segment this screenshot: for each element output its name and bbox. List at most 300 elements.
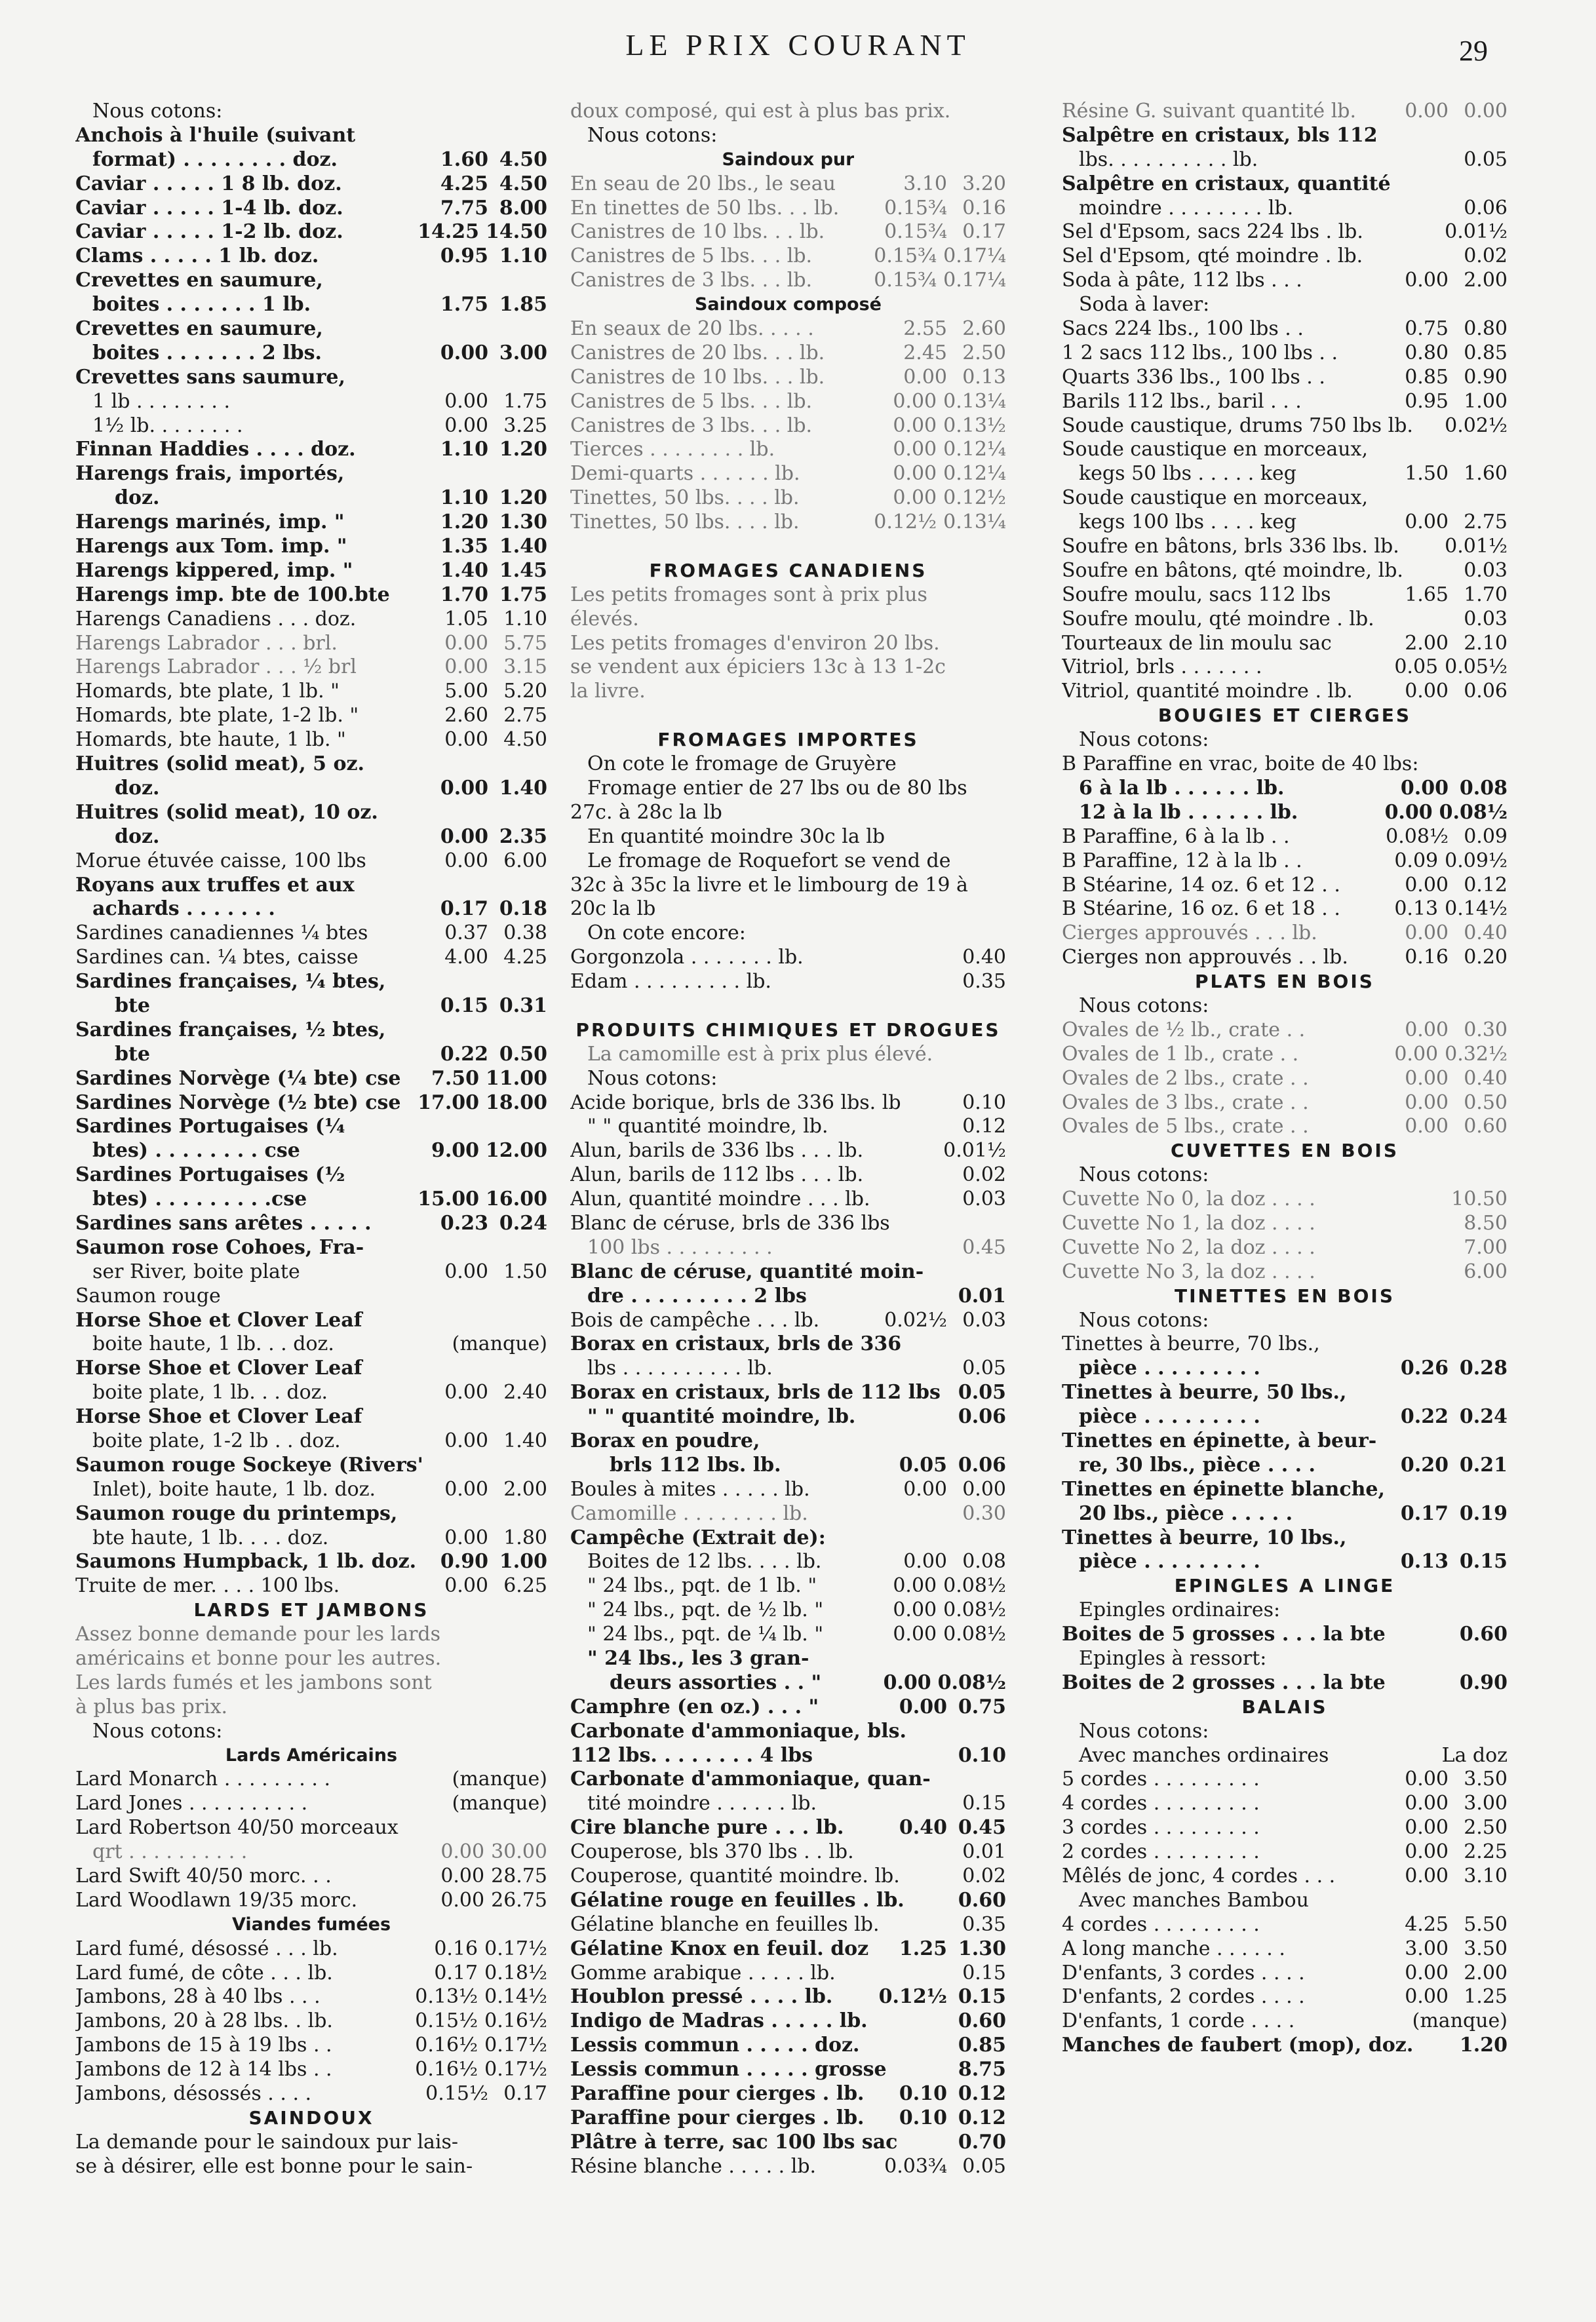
price-low: 1.35 <box>440 535 488 558</box>
item-label: Borax en cristaux, brls de 336 <box>570 1332 902 1356</box>
item-label: Crevettes sans saumure, <box>75 365 345 389</box>
price-line <box>75 1985 547 2009</box>
item-label: En quantité moindre 30c la lb <box>587 824 886 848</box>
price-line <box>570 1574 1006 1598</box>
price-line <box>75 535 547 559</box>
price-high: 1.30 <box>958 1937 1006 1960</box>
price-line <box>570 1188 1006 1212</box>
price-low: 7.00 <box>1464 1235 1508 1259</box>
price-high: 16.00 <box>486 1188 547 1211</box>
price-line <box>570 655 1006 680</box>
price-low: 0.05 <box>1394 655 1439 679</box>
price-low: 0.00 <box>444 1477 488 1501</box>
price-line <box>75 1429 547 1454</box>
item-label: Sardines canadiennes ¼ btes <box>75 921 368 945</box>
price-line <box>75 1139 547 1163</box>
price-high: 1.20 <box>499 438 547 461</box>
price-low: 0.17 <box>1400 1501 1449 1525</box>
price-line <box>1062 1526 1508 1551</box>
price-low: 0.16 <box>1405 946 1449 969</box>
item-label: à plus bas prix. <box>75 1695 228 1718</box>
price-low: 0.10 <box>962 1091 1006 1114</box>
price-low: 2.60 <box>444 704 488 727</box>
price-low: 0.00 <box>444 389 488 413</box>
item-label: Soude caustique, drums 750 lbs lb. <box>1062 414 1413 437</box>
price-low: 0.00 <box>444 1574 488 1598</box>
price-high: 1.45 <box>499 558 547 582</box>
section-heading <box>75 1913 547 1937</box>
price-line <box>570 1695 1006 1720</box>
price-line <box>75 293 547 317</box>
price-high: 0.09 <box>1464 824 1508 848</box>
price-high: 3.50 <box>1464 1937 1508 1960</box>
item-label: Soufre moulu, qté moindre . lb. <box>1062 607 1374 630</box>
price-high: 4.50 <box>499 172 547 195</box>
item-label: re, 30 lbs., pièce . . . . <box>1079 1453 1315 1477</box>
item-label: Avec manches ordinaires <box>1079 1743 1329 1767</box>
item-label: lbs. . . . . . . . . . lb. <box>1079 147 1258 171</box>
item-label: Sardines sans arêtes . . . . . <box>75 1211 372 1235</box>
price-high: 18.00 <box>486 1091 547 1114</box>
price-low: 0.13 <box>1400 1550 1449 1574</box>
price-low: 0.00 <box>1405 1115 1449 1138</box>
item-label: Assez bonne demande pour les lards <box>75 1623 441 1646</box>
item-label: Le fromage de Roquefort se vend de <box>587 849 951 872</box>
price-high: 2.75 <box>1464 511 1508 534</box>
price-low: 0.16 <box>434 1937 478 1960</box>
price-line <box>1062 462 1508 486</box>
price-high: 0.17½ <box>484 2034 547 2057</box>
price-high: 0.14½ <box>484 1985 547 2009</box>
price-high: 0.03 <box>962 1308 1006 1332</box>
price-line <box>1062 1309 1508 1333</box>
price-line <box>75 970 547 994</box>
price-line <box>570 921 1006 946</box>
price-line <box>75 1381 547 1405</box>
price-low: 0.35 <box>962 1912 1006 1936</box>
price-high: 1.80 <box>503 1526 547 1549</box>
item-label: Saumon rouge du printemps, <box>75 1501 398 1525</box>
price-line <box>75 1043 547 1067</box>
item-label: Avec manches Bambou <box>1079 1888 1309 1912</box>
price-low: (manque) <box>452 1792 547 1815</box>
price-line <box>75 801 547 825</box>
price-low: 0.00 <box>444 728 488 752</box>
section-heading <box>570 728 1006 752</box>
item-label: Borax en poudre, <box>570 1429 760 1452</box>
price-line <box>570 1792 1006 1816</box>
price-line <box>75 2082 547 2106</box>
item-label: Blanc de céruse, quantité moin- <box>570 1260 924 1283</box>
item-label: Blanc de céruse, brls de 336 lbs <box>570 1211 890 1235</box>
price-high: 0.15 <box>958 1985 1006 2009</box>
price-line <box>75 2058 547 2082</box>
price-line <box>1062 269 1508 293</box>
price-line <box>75 1454 547 1478</box>
price-line <box>1062 849 1508 874</box>
item-label: Nous cotons: <box>1079 1308 1209 1332</box>
price-low: 0.00 <box>1405 1816 1449 1840</box>
item-label: lbs . . . . . . . . . . lb. <box>587 1357 773 1380</box>
price-high: 4.50 <box>499 147 547 171</box>
price-line <box>1062 438 1508 462</box>
price-low: 0.00 <box>899 1695 947 1718</box>
item-label: Huitres (solid meat), 5 oz. <box>75 752 364 776</box>
item-label: Canistres de 5 lbs. . . lb. <box>570 389 813 413</box>
price-line <box>75 1478 547 1502</box>
price-low: 0.01 <box>958 1284 1006 1307</box>
price-line <box>570 608 1006 632</box>
price-low: 4.25 <box>440 172 488 195</box>
price-low: 1.05 <box>444 607 488 630</box>
item-label: élevés. <box>570 607 639 630</box>
price-low: 0.00 <box>1405 1018 1449 1041</box>
price-line <box>570 1985 1006 2009</box>
price-low: 1.20 <box>1459 2034 1508 2057</box>
item-label: Inlet), boite haute, 1 lb. doz. <box>92 1477 376 1501</box>
price-high: 2.00 <box>1464 269 1508 292</box>
price-line <box>570 1478 1006 1502</box>
item-label: Crevettes en saumure, <box>75 269 323 292</box>
item-label: On cote encore: <box>587 921 746 945</box>
price-line <box>75 704 547 728</box>
item-label: D'enfants, 1 corde . . . . <box>1062 2009 1295 2033</box>
item-label: En tinettes de 50 lbs. . . lb. <box>570 196 840 220</box>
item-label: Finnan Haddies . . . . doz. <box>75 438 356 461</box>
price-line <box>570 317 1006 341</box>
price-high: 1.00 <box>1464 389 1508 413</box>
price-line <box>1062 1550 1508 1574</box>
price-line <box>1062 825 1508 849</box>
item-label: deurs assorties . . " <box>610 1671 822 1694</box>
price-line <box>75 1865 547 1889</box>
price-line <box>1062 632 1508 656</box>
price-low: 0.00 <box>444 849 488 872</box>
price-line <box>75 1332 547 1357</box>
price-line <box>1062 777 1508 801</box>
price-low: 0.45 <box>962 1235 1006 1259</box>
price-line <box>75 1937 547 1962</box>
item-label: Vitriol, brls . . . . . . . <box>1062 655 1262 679</box>
price-line <box>1062 680 1508 704</box>
price-high: 1.20 <box>499 486 547 510</box>
price-line <box>75 1623 547 1647</box>
price-low: 0.08½ <box>1386 824 1449 848</box>
item-label: Sardines Norvège (¼ bte) cse <box>75 1066 401 1090</box>
item-label: Harengs aux Tom. imp. " <box>75 535 347 558</box>
price-high: 0.90 <box>1464 365 1508 389</box>
price-line <box>1062 1865 1508 1889</box>
column-left <box>75 100 547 2302</box>
price-line <box>570 1937 1006 1962</box>
price-low: 0.03¾ <box>884 2154 947 2178</box>
price-high: 1.40 <box>499 776 547 800</box>
item-label: Harengs frais, importés, <box>75 462 345 486</box>
item-label: Jambons de 12 à 14 lbs . . <box>75 2058 332 2081</box>
price-low: 0.02½ <box>1445 414 1508 437</box>
price-low: 0.06 <box>958 1405 1006 1429</box>
price-high: 0.12 <box>1464 873 1508 897</box>
price-line <box>570 1115 1006 1139</box>
item-label: Les lards fumés et les jambons sont <box>75 1671 432 1694</box>
price-low: 0.10 <box>899 2082 947 2106</box>
item-label: Jambons, 20 à 28 lbs. . lb. <box>75 2009 333 2033</box>
price-line <box>570 2034 1006 2058</box>
price-low: 0.95 <box>440 244 488 268</box>
price-line <box>1062 921 1508 946</box>
price-line <box>75 1309 547 1333</box>
price-high: 1.40 <box>499 535 547 558</box>
price-line <box>570 1768 1006 1792</box>
price-low: 0.37 <box>444 921 488 945</box>
price-high: 0.08½ <box>943 1623 1006 1646</box>
item-label: Lard Jones . . . . . . . . . . <box>75 1792 308 1815</box>
price-low: 1.10 <box>440 438 488 461</box>
price-line <box>1062 1671 1508 1695</box>
item-label: bte <box>115 1042 150 1066</box>
item-label: Alun, quantité moindre . . . lb. <box>570 1188 870 1211</box>
price-line <box>570 341 1006 366</box>
item-label: Harengs kippered, imp. " <box>75 558 353 582</box>
price-line <box>570 1647 1006 1671</box>
price-low: 7.50 <box>431 1066 480 1090</box>
price-line <box>1062 559 1508 583</box>
price-line <box>1062 1962 1508 1986</box>
price-line <box>1062 2034 1508 2058</box>
price-high: 1.40 <box>503 1429 547 1452</box>
item-label: Ovales de 1 lb., crate . . <box>1062 1042 1299 1066</box>
item-label: Lard fumé, de côte . . . lb. <box>75 1961 333 1984</box>
item-label: Quarts 336 lbs., 100 lbs . . <box>1062 365 1325 389</box>
item-label: boite haute, 1 lb. . . doz. <box>92 1332 334 1356</box>
price-line <box>75 1212 547 1236</box>
price-low: 0.02 <box>1464 244 1508 268</box>
item-label: moindre . . . . . . . . lb. <box>1079 196 1294 220</box>
item-label: Tinettes à beurre, 50 lbs., <box>1062 1381 1347 1404</box>
price-line <box>75 994 547 1018</box>
item-label: Horse Shoe et Clover Leaf <box>75 1405 362 1429</box>
price-line <box>75 1574 547 1598</box>
price-line <box>75 1840 547 1865</box>
price-high: 2.00 <box>503 1477 547 1501</box>
price-high: 0.32½ <box>1445 1042 1508 1066</box>
price-line <box>75 608 547 632</box>
item-label: Mêlés de jonc, 4 cordes . . . <box>1062 1865 1336 1888</box>
price-line <box>570 1840 1006 1865</box>
price-low: 0.00 <box>1405 511 1449 534</box>
price-low: 0.20 <box>1400 1453 1449 1477</box>
price-line <box>75 632 547 656</box>
price-high: 0.40 <box>1464 1066 1508 1090</box>
price-line <box>570 390 1006 414</box>
price-line <box>570 1236 1006 1260</box>
price-high: 0.08½ <box>937 1671 1006 1694</box>
item-label: Sel d'Epsom, sacs 224 lbs . lb. <box>1062 220 1363 244</box>
item-label: D'enfants, 3 cordes . . . . <box>1062 1961 1305 1984</box>
price-line <box>1062 414 1508 438</box>
price-line <box>75 366 547 390</box>
item-label: qrt . . . . . . . . . . <box>92 1840 248 1864</box>
item-label: Alun, barils de 336 lbs . . . lb. <box>570 1139 864 1163</box>
price-line <box>570 1720 1006 1744</box>
item-label: pièce . . . . . . . . . <box>1079 1405 1260 1429</box>
item-label: Harengs Labrador . . . ½ brl <box>75 655 357 679</box>
item-label: Clams . . . . . 1 lb. doz. <box>75 244 319 268</box>
price-low: 0.00 <box>1405 1091 1449 1114</box>
item-label: 20 lbs., pièce . . . . . <box>1079 1501 1293 1525</box>
price-line <box>570 269 1006 293</box>
price-high: 0.12¼ <box>943 462 1006 486</box>
item-label: B Paraffine, 6 à la lb . . <box>1062 824 1290 848</box>
price-line <box>570 1526 1006 1551</box>
price-low: 0.01 <box>962 1840 1006 1864</box>
price-high: 6.00 <box>503 849 547 872</box>
item-label: Camphre (en oz.) . . . " <box>570 1695 819 1718</box>
price-line <box>1062 172 1508 197</box>
price-high: 1.75 <box>499 583 547 606</box>
price-high: 2.50 <box>962 341 1006 364</box>
price-line <box>1062 1091 1508 1115</box>
price-low: 0.80 <box>1405 341 1449 364</box>
item-label: pièce . . . . . . . . . <box>1079 1357 1260 1380</box>
price-line <box>75 946 547 970</box>
item-label: bte <box>115 994 150 1017</box>
item-label: Canistres de 10 lbs. . . lb. <box>570 220 825 244</box>
price-low: 4.00 <box>444 946 488 969</box>
price-high: 0.16 <box>962 196 1006 220</box>
price-high: 1.70 <box>1464 583 1508 606</box>
price-line <box>1062 1913 1508 1937</box>
price-high: 0.15 <box>1459 1550 1508 1574</box>
item-label: Paraffine pour cierges . lb. <box>570 2106 865 2129</box>
price-high: 3.50 <box>1464 1768 1508 1791</box>
price-low: 0.40 <box>899 1816 947 1840</box>
price-high: 0.24 <box>1459 1405 1508 1429</box>
price-low: 1.75 <box>440 293 488 317</box>
item-label: Résine blanche . . . . . lb. <box>570 2154 817 2178</box>
item-label: Harengs Canadiens . . . doz. <box>75 607 357 630</box>
price-line <box>1062 341 1508 366</box>
price-line <box>1062 1454 1508 1478</box>
price-low: 0.60 <box>1459 1623 1508 1646</box>
price-line <box>570 1260 1006 1285</box>
price-high: 0.13¼ <box>943 511 1006 534</box>
price-line <box>75 2034 547 2058</box>
price-line <box>1062 100 1508 124</box>
price-low: 1.10 <box>440 486 488 510</box>
item-label: Borax en cristaux, brls de 112 lbs <box>570 1381 941 1404</box>
price-line <box>1062 220 1508 244</box>
price-high: 0.08½ <box>943 1598 1006 1622</box>
price-line <box>75 1285 547 1309</box>
item-label: Ovales de 5 lbs., crate . . <box>1062 1115 1309 1138</box>
price-line <box>75 1502 547 1526</box>
price-low: 6.00 <box>1464 1260 1508 1283</box>
price-high: 2.00 <box>1464 1961 1508 1984</box>
price-high: 0.13¼ <box>943 389 1006 413</box>
price-line <box>570 1332 1006 1357</box>
price-line <box>75 100 547 124</box>
heading-text: BALAIS <box>1241 1695 1328 1718</box>
price-high: 0.08 <box>962 1550 1006 1574</box>
price-line <box>75 438 547 462</box>
heading-text: BOUGIES ET CIERGES <box>1158 705 1412 727</box>
item-label: Tinettes en épinette blanche, <box>1062 1477 1385 1501</box>
item-label: Sardines Portugaises (¼ <box>75 1115 345 1138</box>
item-label: Nous cotons: <box>1079 1719 1209 1743</box>
price-high: 0.08 <box>1459 776 1508 800</box>
item-label: Nous cotons: <box>1079 994 1209 1017</box>
price-low: 0.00 <box>1405 680 1449 703</box>
price-low: 0.00 <box>444 1260 488 1283</box>
price-line <box>75 559 547 583</box>
price-low: 0.26 <box>1400 1357 1449 1380</box>
item-label: " 24 lbs., pqt. de ½ lb. " <box>587 1598 824 1622</box>
heading-text: Lards Américains <box>225 1745 398 1766</box>
item-label: La camomille est à prix plus élevé. <box>587 1042 933 1066</box>
item-label: Couperose, bls 370 lbs . . lb. <box>570 1840 854 1864</box>
item-label: Barils 112 lbs., baril . . . <box>1062 389 1302 413</box>
price-low: 0.12½ <box>878 1985 947 2009</box>
price-line <box>570 1285 1006 1309</box>
price-low: 0.00 <box>440 1865 485 1888</box>
price-high: 0.60 <box>1464 1115 1508 1138</box>
item-label: 1 2 sacs 112 lbs., 100 lbs . . <box>1062 341 1338 364</box>
item-label: 27c. à 28c la lb <box>570 800 722 824</box>
item-label: Boules à mites . . . . . lb. <box>570 1477 810 1501</box>
price-low: 0.00 <box>1405 100 1449 123</box>
item-label: doz. <box>115 776 160 800</box>
item-label: Ovales de ½ lb., crate . . <box>1062 1018 1306 1041</box>
price-line <box>1062 608 1508 632</box>
price-line <box>1062 1260 1508 1285</box>
item-label: 4 cordes . . . . . . . . . <box>1062 1912 1260 1936</box>
item-label: 3 cordes . . . . . . . . . <box>1062 1816 1260 1840</box>
item-label: Homards, bte plate, 1-2 lb. " <box>75 704 359 727</box>
item-label: brls 112 lbs. lb. <box>610 1453 781 1477</box>
price-high: 0.24 <box>499 1211 547 1235</box>
price-low: 0.00 <box>440 776 488 800</box>
item-label: A long manche . . . . . . <box>1062 1937 1285 1960</box>
price-low: 0.00 <box>444 414 488 437</box>
price-line <box>1062 946 1508 970</box>
price-line <box>570 1163 1006 1188</box>
price-low: 1.65 <box>1405 583 1449 606</box>
price-high: 0.38 <box>503 921 547 945</box>
item-label: Royans aux truffes et aux <box>75 873 355 897</box>
item-label: Demi-quarts . . . . . . lb. <box>570 462 800 486</box>
section-heading <box>1062 970 1508 994</box>
item-label: Acide borique, brls de 336 lbs. lb <box>570 1091 901 1114</box>
item-label: Ovales de 3 lbs., crate . . <box>1062 1091 1309 1114</box>
price-low: 0.00 <box>440 1840 485 1864</box>
price-line <box>75 583 547 608</box>
price-low: 0.00 <box>903 1477 947 1501</box>
price-high: 0.12 <box>958 2106 1006 2129</box>
price-low: 1.70 <box>440 583 488 606</box>
price-low: 10.50 <box>1451 1188 1508 1211</box>
price-high: 6.25 <box>503 1574 547 1598</box>
price-low: 2.00 <box>1405 631 1449 655</box>
item-label: Saumon rose Cohoes, Fra- <box>75 1235 364 1259</box>
item-label: Cuvette No 3, la doz . . . . <box>1062 1260 1315 1283</box>
price-low: 0.00 <box>893 414 937 437</box>
item-label: kegs 100 lbs . . . . keg <box>1079 511 1297 534</box>
item-label: On cote le fromage de Gruyère <box>587 752 897 776</box>
price-low: 0.30 <box>962 1501 1006 1525</box>
price-line <box>570 197 1006 221</box>
price-high: 0.17½ <box>484 1937 547 1960</box>
